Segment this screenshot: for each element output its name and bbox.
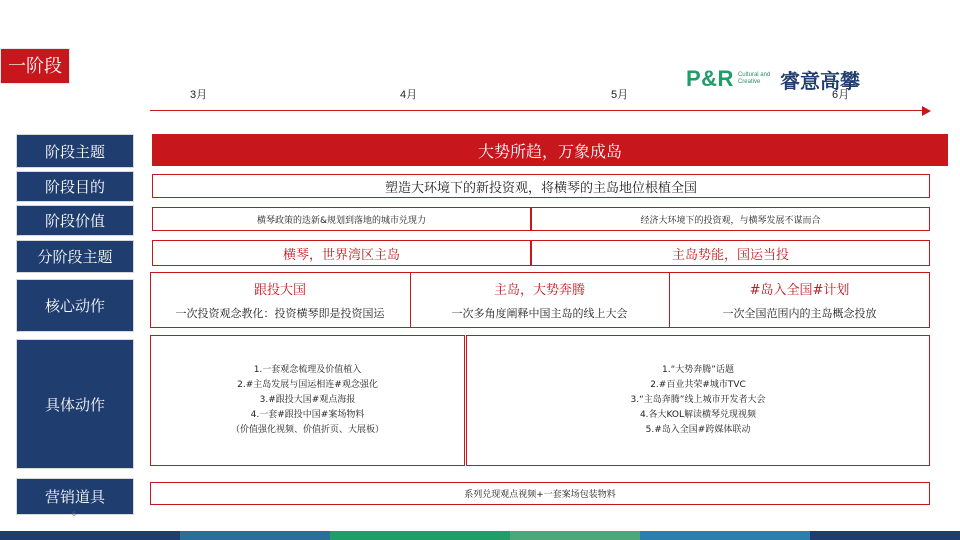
specific-action-right-box	[466, 335, 930, 466]
list-item: 5.#岛入全国#跨媒体联动	[645, 425, 751, 435]
month-label: 5月	[611, 89, 629, 101]
row-label-stage-theme: 阶段主题	[16, 134, 134, 168]
row-label-marketing-tools: 营销道具	[16, 478, 134, 515]
list-item: （价值强化视频、价值折页、大展板）	[230, 425, 384, 435]
footer-color-bar	[0, 531, 960, 540]
row-label-stage-goal: 阶段目的	[16, 171, 134, 202]
specific-action-left-list	[231, 363, 384, 438]
core-action-desc: 一次多角度阐释中国主岛的线上大会	[451, 307, 628, 320]
marketing-tools-box	[150, 482, 930, 505]
list-item: 1.一套观念梳理及价值植入	[253, 365, 362, 375]
stage-theme-banner	[152, 134, 948, 166]
list-item: 3.#跟投大国#观点海报	[259, 395, 356, 405]
list-item: 1.“大势奔腾”话题	[662, 365, 734, 375]
stage-value-left-text: 横琴政策的迭新&规划到落地的城市兑现力	[256, 215, 427, 226]
page-number: 6	[72, 511, 76, 518]
core-action-item	[150, 272, 410, 328]
core-action-title: #岛入全国#计划	[749, 283, 850, 298]
sub-theme-left-text: 横琴，世界湾区主岛	[282, 247, 400, 263]
logo-mark: P&R	[686, 66, 734, 91]
month-label: 4月	[400, 89, 418, 101]
stage-value-right-box	[531, 207, 930, 231]
marketing-tools-text: 系列兑现观点视频+一套案场包装物料	[464, 490, 616, 500]
list-item: 4.一套#跟投中国#案场物料	[250, 410, 365, 420]
sub-theme-right-text: 主岛势能，国运当投	[671, 247, 789, 263]
row-label-core-action: 核心动作	[16, 279, 134, 332]
list-item: 3.“主岛奔腾”线上城市开发者大会	[630, 395, 766, 405]
core-action-desc: 一次全国范围内的主岛概念投放	[722, 307, 877, 320]
list-item: 2.#百业共荣#城市TVC	[650, 380, 746, 390]
month-label: 3月	[190, 89, 208, 101]
logo-subtitle: Cultural and Creative	[737, 72, 771, 85]
timeline-line	[150, 110, 925, 111]
core-action-desc: 一次投资观念教化：投资横琴即是投资国运	[175, 307, 385, 320]
stage-value-right-text: 经济大环境下的投资观，与横琴发展不谋而合	[640, 215, 821, 226]
core-action-title: 主岛，大势奔腾	[493, 283, 585, 298]
timeline-arrow-icon	[922, 106, 931, 116]
specific-action-left-box	[150, 335, 465, 466]
list-item: 4.各大KOL解读横琴兑现视频	[639, 410, 757, 420]
row-label-sub-theme: 分阶段主题	[16, 240, 134, 273]
logo-chinese-name: 睿意高攀	[779, 68, 860, 93]
stage-value-left-box	[152, 207, 531, 231]
stage-tag: 一阶段	[0, 48, 70, 84]
core-action-title: 跟投大国	[253, 283, 306, 298]
month-label: 6月	[832, 89, 850, 101]
row-label-specific-action: 具体动作	[16, 339, 134, 469]
specific-action-right-list	[631, 363, 766, 438]
sub-theme-left-box	[152, 240, 531, 266]
core-action-item	[410, 272, 669, 328]
stage-goal-text: 塑造大环境下的新投资观，将横琴的主岛地位根植全国	[384, 180, 697, 196]
stage-goal-box	[152, 174, 930, 198]
sub-theme-right-box	[531, 240, 930, 266]
row-label-stage-value: 阶段价值	[16, 205, 134, 236]
stage-theme-text: 大势所趋，万象成岛	[477, 141, 622, 161]
core-action-item	[669, 272, 930, 328]
list-item: 2.#主岛发展与国运相连#观念强化	[237, 380, 378, 390]
